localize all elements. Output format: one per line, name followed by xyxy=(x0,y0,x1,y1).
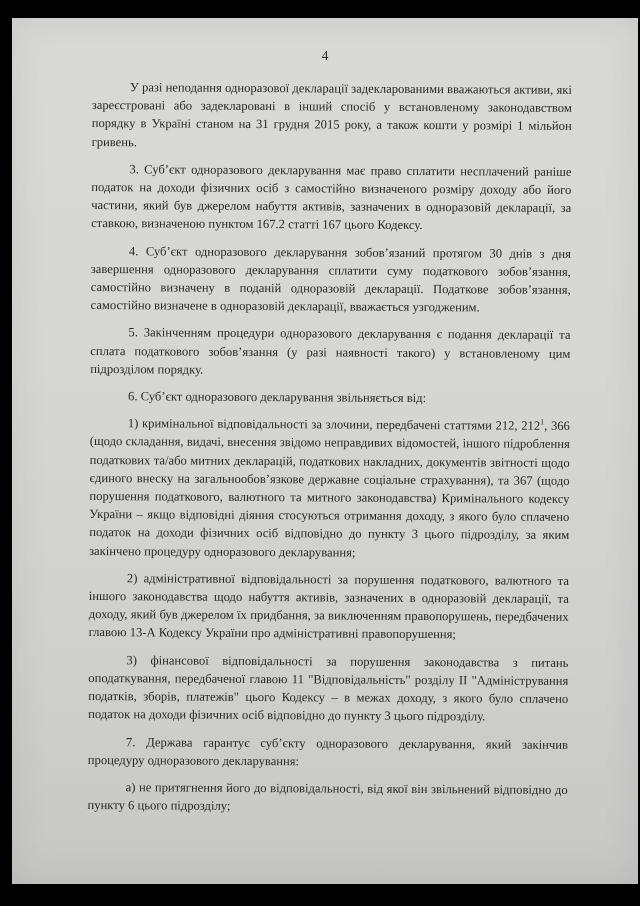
article-superscript: 1 xyxy=(540,417,545,427)
paragraph-6-3-financial-liability: 3) фінансової відповідальності за порушення законодавства з питань оподаткування, передбаченої главою 11 "Відповідальність" розділу II "Адміністрування податків, зборів, платежів" цього Кодексу – в межах доходу, з якого було сплачено податок на доходи фізичних осіб відповідно до пункту 3 цього підрозділу. xyxy=(88,652,569,724)
paragraph-4-tax-obligation: 4. Суб’єкт одноразового декларування зобов’язаний протягом 30 днів з дня завершення одноразового декларування сплатити суму податкового зобов’язання, самостійно визначену в поданій одноразовій декларації. Податкове зобов’язання, самостійно визначене в одноразовій декларації, вважається узгодженим. xyxy=(90,243,571,315)
paragraph-3-tax-payment: 3. Суб’єкт одноразового декларування має право сплатити несплачений раніше податок на доходи фізичних осіб з самостійно визначеного розміру доходу або його частини, який був джерелом набуття активів, зазначених в одноразовій декларації, за ставкою, визначеною пунктом 167.2 статті 167 цього Кодексу. xyxy=(91,162,572,233)
paragraph-undeclared-assets: У разі неподання одноразової декларації задекларованими вважаються активи, які зареєстровані або задекларовані в інший спосіб у встановленому законодавством порядку в Україні станом на 31 грудня 2015 року, а також кошти у розмірі 1 мільйон гривень. xyxy=(91,80,572,149)
criminal-liability-rest: , 366 (щодо складання, видачі, внесення звідомо неправдивих відомостей, іншого підроблення податкових та/або митних декларацій, податкових накладних, документів звітності щодо єдиного внеску на загальнообов’язкове державне соціальне страхування), та 367 (щодо порушення податкового, валютного та митного законодавства) Кримінального кодексу України – якщо відповідні діяння стосуються отримання доходу, з якого було сплачено податок на доходи фізичних осіб відповідно до пункту 3 цього підрозділу, за яким закінчено процедуру одноразового декларування; xyxy=(89,419,570,560)
page-number: 4 xyxy=(321,48,329,63)
paragraph-6-1-criminal-liability xyxy=(89,414,570,563)
document-page xyxy=(12,18,638,884)
paragraph-7-state-guarantees: 7. Держава гарантує суб’єкту одноразового декларування, який закінчив процедуру одноразового декларування: xyxy=(87,734,568,768)
criminal-liability-lead: 1) кримінальної відповідальності за злочини, передбачені статтями 212, xyxy=(127,416,518,433)
paragraph-5-procedure-completion: 5. Закінченням процедури одноразового декларування є подання декларації та сплата податкового зобов’язання (у разі наявності такого) у встановленому цим підрозділом порядку. xyxy=(90,325,571,377)
paragraph-6-exemptions: 6. Суб’єкт одноразового декларування звільняється від: xyxy=(128,389,427,406)
document-body xyxy=(88,78,572,817)
paragraph-7-a-no-prosecution: а) не притягнення його до відповідальності, від якої він звільнений відповідно до пункту 6 цього підрозділу; xyxy=(87,780,568,813)
article-number: 212 xyxy=(521,418,541,433)
paragraph-6-2-administrative-liability: 2) адміністративної відповідальності за порушення податкового, валютного та іншого законодавства щодо набуття активів, зазначених в одноразовій декларації, та доходу, який був джерелом їх придбання, за виключенням правопорушень, передбачених главою 13-А Кодексу України про адміністративні правопорушення; xyxy=(88,571,569,642)
